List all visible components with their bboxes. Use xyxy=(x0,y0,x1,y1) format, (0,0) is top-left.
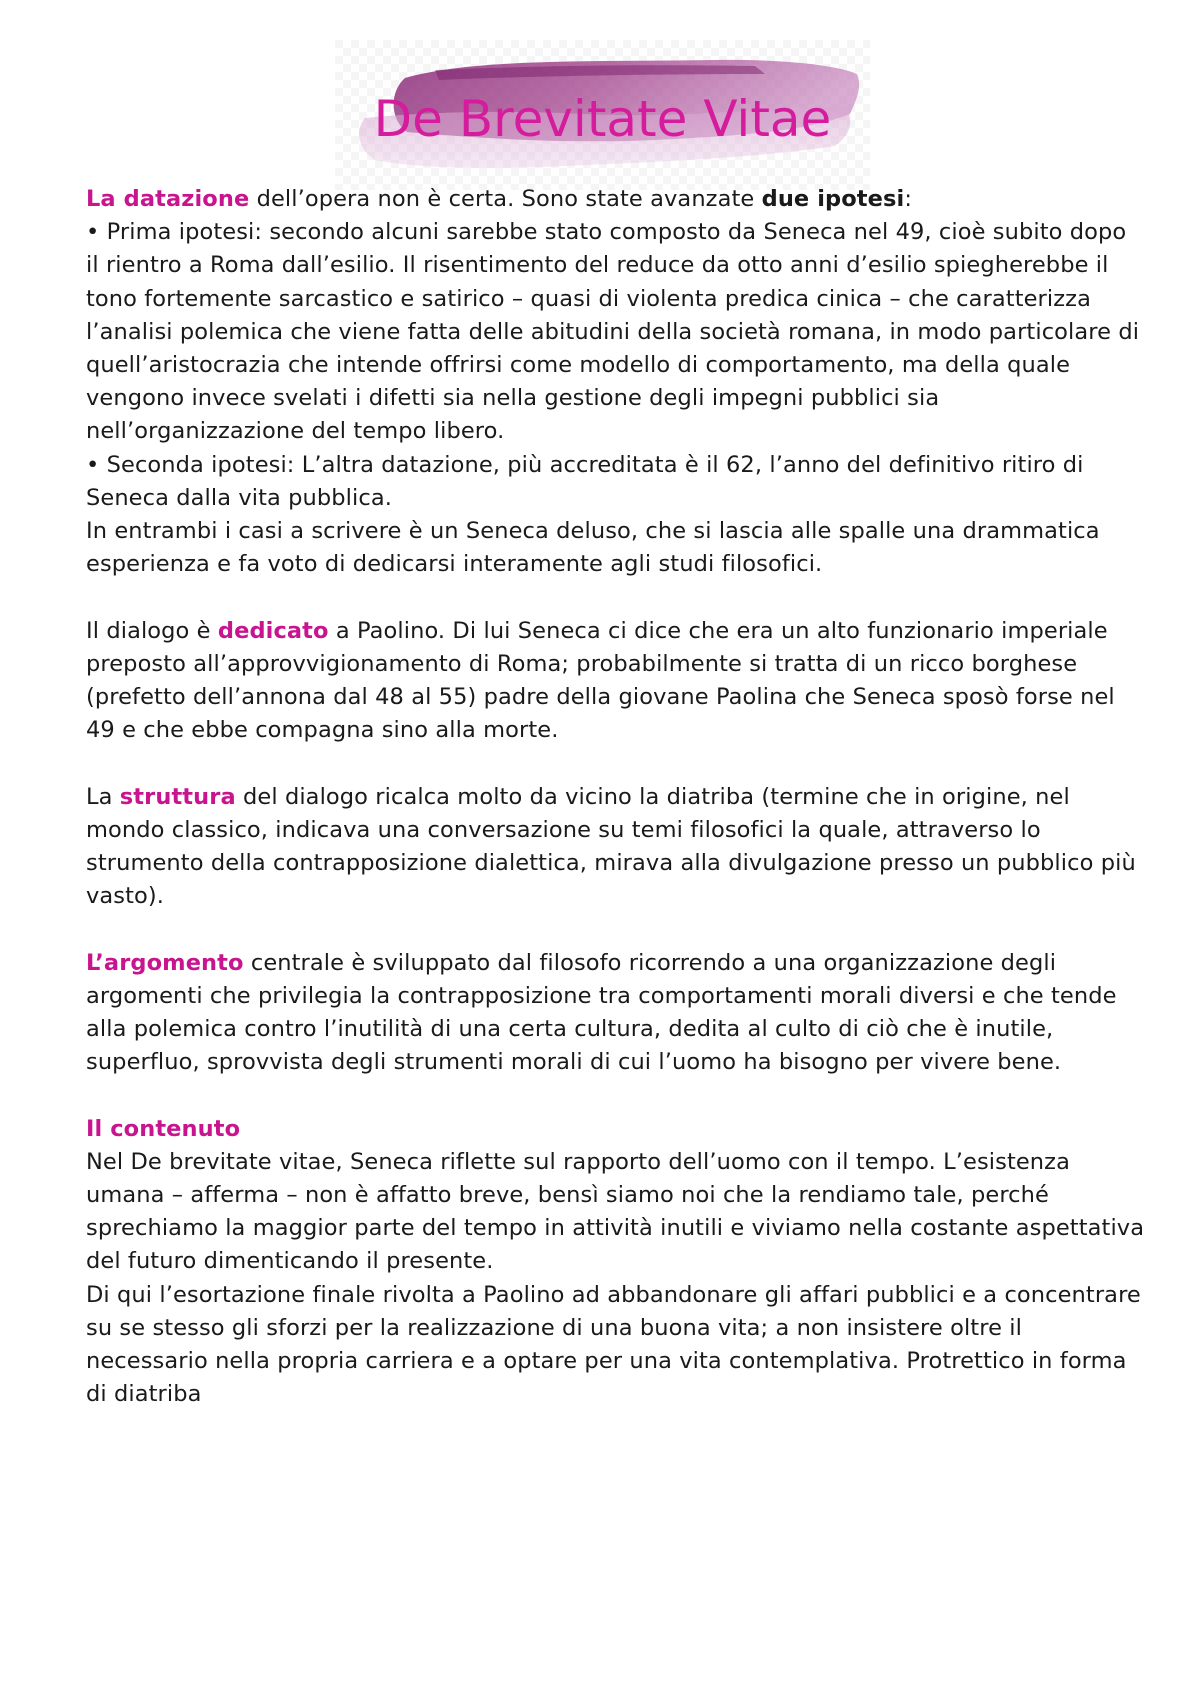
section-label-struttura: struttura xyxy=(119,783,236,810)
contenuto-paragraph-1: Nel De brevitate vitae, Seneca riflette sul rapporto dell’uomo con il tempo. L’esistenza umana – afferma – non è affatto breve, bensì siamo noi che la rendiamo tale, perché sprechiamo la maggior parte del tempo in attività inutili e viviamo nella costante aspettativa del futuro dimenticando il presente. xyxy=(86,1148,1145,1275)
document-body xyxy=(86,183,1146,1411)
title-header xyxy=(335,40,870,190)
contenuto-paragraph-2: Di qui l’esortazione finale rivolta a Paolino ad abbandonare gli affari pubblici e a concentrare su se stesso gli sforzi per la realizzazione di una buona vita; a non insistere oltre il necessario nella propria carriera e a optare per una vita contemplativa. Protrettico in forma di diatriba xyxy=(86,1281,1141,1408)
datazione-colon: : xyxy=(904,186,913,212)
dedica-text: a Paolino. Di lui Seneca ci dice che era un alto funzionario imperiale preposto all’approvvigionamento di Roma; probabilmente si tratta di un ricco borghese (prefetto dell’annona dal 48 al 55) padre della giovane Paolina che Seneca sposò forse nel 49 e che ebbe compagna sino alla morte. xyxy=(86,617,1115,744)
section-label-argomento: L’argomento xyxy=(86,949,244,976)
argomento-paragraph xyxy=(86,947,1146,1080)
dedica-pre: Il dialogo è xyxy=(86,617,218,644)
bullet-seconda-ipotesi: • Seconda ipotesi: L’altra datazione, più accreditata è il 62, l’anno del definitivo ritiro di Seneca dalla vita pubblica. xyxy=(86,451,1084,511)
dedica-paragraph xyxy=(86,615,1146,748)
section-label-datazione: La datazione xyxy=(86,186,250,212)
datazione-text: dell’opera non è certa. Sono state avanzate xyxy=(249,186,762,212)
argomento-text: centrale è sviluppato dal filosofo ricorrendo a una organizzazione degli argomenti che privilegia la contrapposizione tra comportamenti morali diversi e che tende alla polemica contro l’inutilità di una certa cultura, dedita al culto di ciò che è inutile, superfluo, sprovvista degli strumenti morali di cui l’uomo ha bisogno per vivere bene. xyxy=(86,949,1117,1076)
datazione-conclusion: In entrambi i casi a scrivere è un Seneca deluso, che si lascia alle spalle una drammatica esperienza e fa voto di dedicarsi interamente agli studi filosofici. xyxy=(86,518,1100,578)
section-heading-contenuto: Il contenuto xyxy=(86,1115,241,1142)
bullet-prima-ipotesi: • Prima ipotesi: secondo alcuni sarebbe stato composto da Seneca nel 49, cioè subito dopo il rientro a Roma dall’esilio. Il risentimento del reduce da otto anni d’esilio spiegherebbe il tono fortemente sarcastico e satirico – quasi di violenta predica cinica – che caratterizza l’analisi polemica che viene fatta delle abitudini della società romana, in modo particolare di quell’aristocrazia che intende offrirsi come modello di comportamento, ma della quale vengono invece svelati i difetti sia nella gestione degli impegni pubblici sia nell’organizzazione del tempo libero. xyxy=(86,219,1140,445)
struttura-text: del dialogo ricalca molto da vicino la diatriba (termine che in origine, nel mondo classico, indicava una conversazione su temi filosofici la quale, attraverso lo strumento della contrapposizione dialettica, mirava alla divulgazione presso un pubblico più vasto). xyxy=(86,783,1136,910)
struttura-pre: La xyxy=(86,783,120,810)
paragraph-gap xyxy=(86,913,1146,946)
paragraph-gap xyxy=(86,1079,1146,1112)
paragraph-gap xyxy=(86,747,1146,780)
page-title: De Brevitate Vitae xyxy=(373,90,832,148)
datazione-intro xyxy=(86,183,1146,216)
section-label-dedicato: dedicato xyxy=(217,617,329,644)
datazione-bold: due ipotesi xyxy=(761,186,905,212)
paragraph-gap xyxy=(86,581,1146,614)
struttura-paragraph xyxy=(86,781,1146,914)
